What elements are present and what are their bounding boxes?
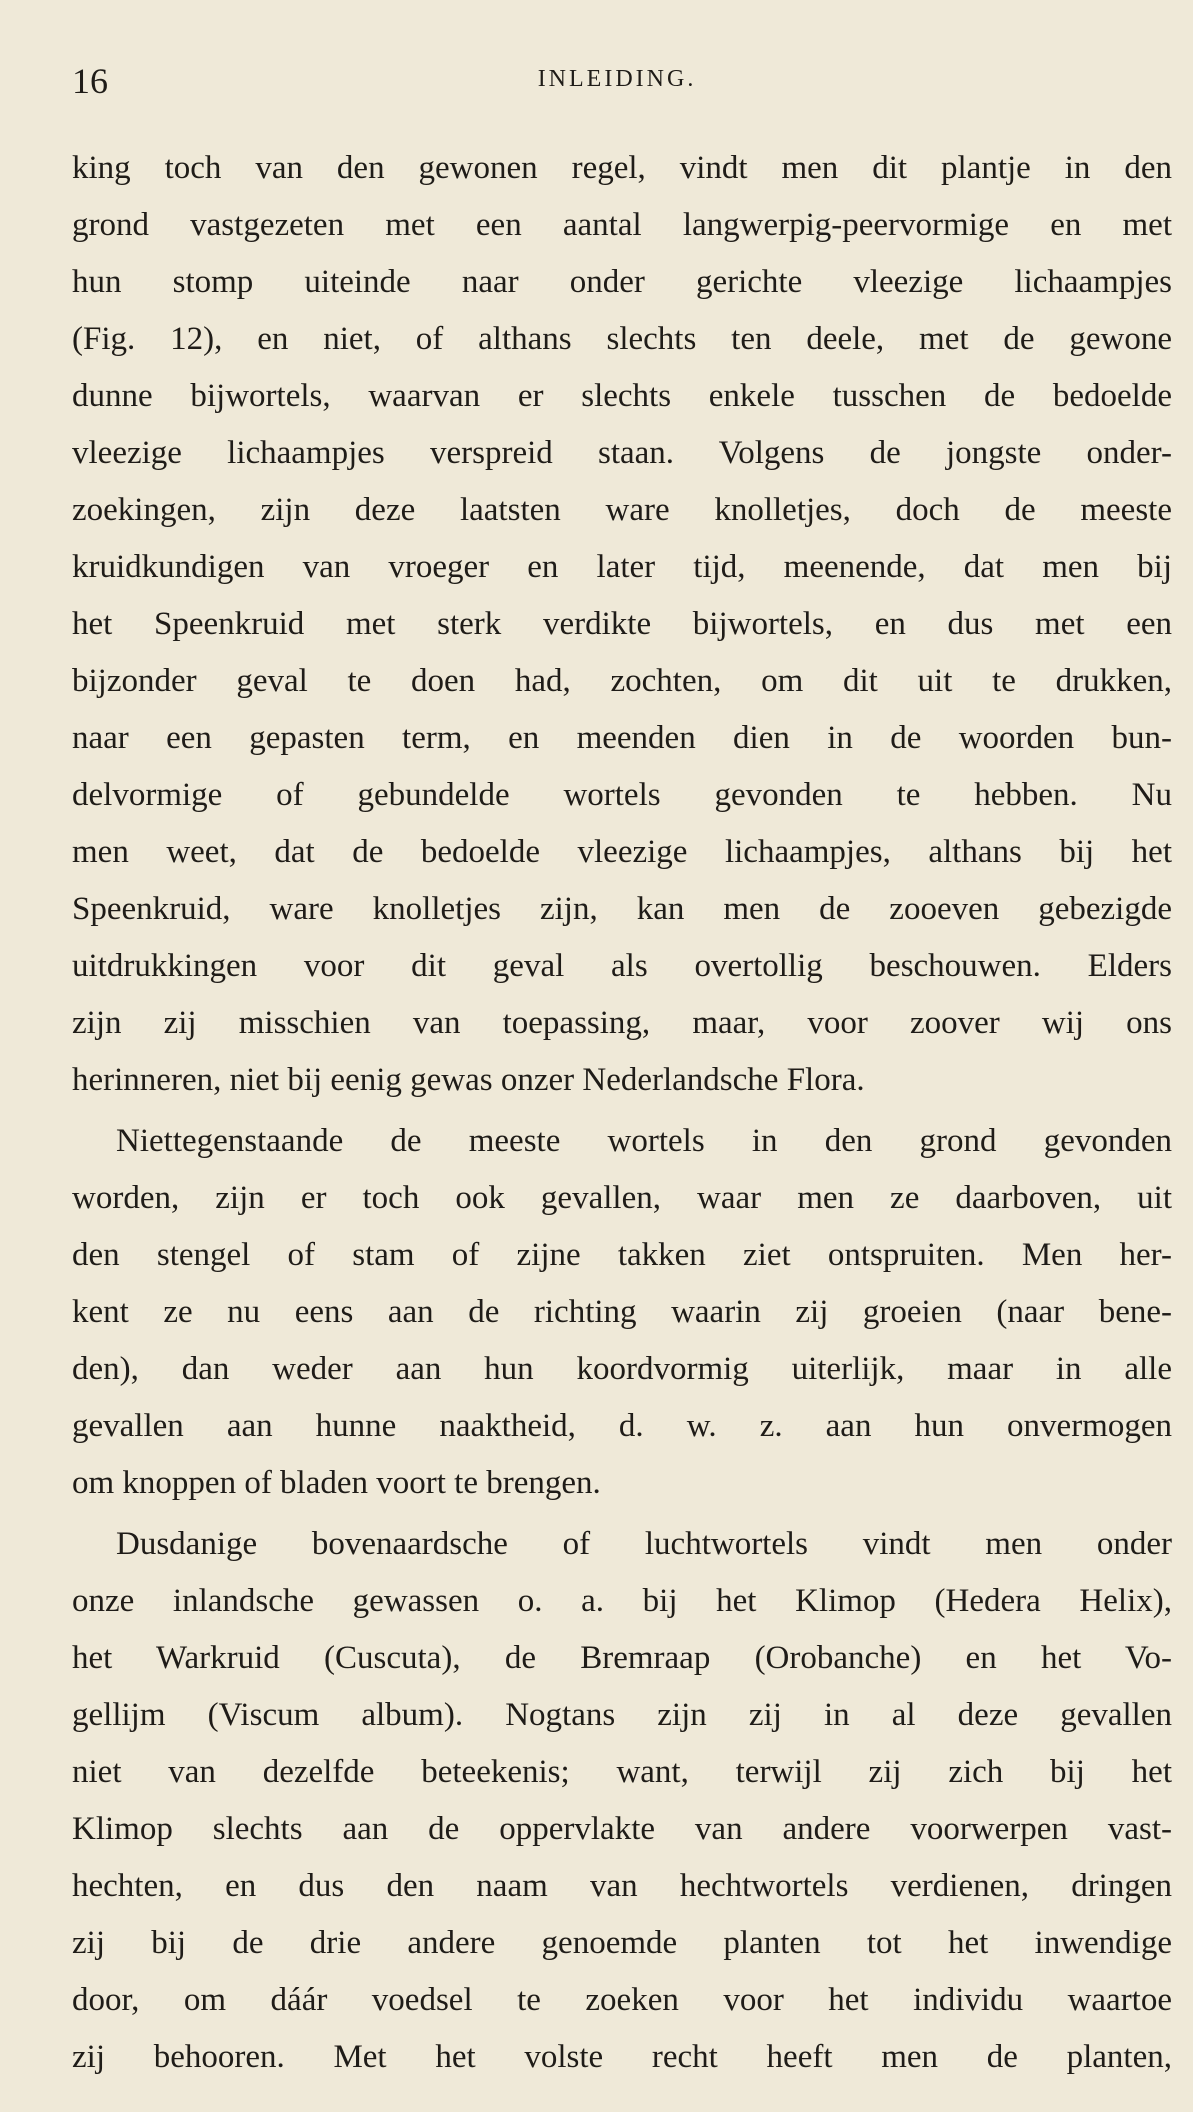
text-line: vleezige lichaampjes verspreid staan. Volgens de jongste onder- (72, 435, 1172, 471)
text-line: gevallen aan hunne naaktheid, d. w. z. aan hun onvermogen (72, 1408, 1172, 1444)
text-line: zij bij de drie andere genoemde planten tot het inwendige (72, 1925, 1172, 1961)
text-line: Niettegenstaande de meeste wortels in den grond gevonden (116, 1123, 1172, 1159)
text-line: kruidkundigen van vroeger en later tijd, meenende, dat men bij (72, 549, 1172, 585)
text-line: king toch van den gewonen regel, vindt men dit plantje in den (72, 150, 1172, 186)
text-line: uitdrukkingen voor dit geval als overtollig beschouwen. Elders (72, 948, 1172, 984)
text-line: grond vastgezeten met een aantal langwerpig-peervormige en met (72, 207, 1172, 243)
text-line: zij behooren. Met het volste recht heeft men de planten, (72, 2039, 1172, 2075)
text-line: (Fig. 12), en niet, of althans slechts ten deele, met de gewone (72, 321, 1172, 357)
text-line: niet van dezelfde beteekenis; want, terwijl zij zich bij het (72, 1754, 1172, 1790)
page-header (72, 60, 1162, 110)
text-line: den stengel of stam of zijne takken ziet ontspruiten. Men her- (72, 1237, 1172, 1273)
text-line: hechten, en dus den naam van hechtwortels verdienen, dringen (72, 1868, 1172, 1904)
text-line: onze inlandsche gewassen o. a. bij het Klimop (Hedera Helix), (72, 1583, 1172, 1619)
text-line: gellijm (Viscum album). Nogtans zijn zij in al deze gevallen (72, 1697, 1172, 1733)
text-line: Speenkruid, ware knolletjes zijn, kan men de zooeven gebezigde (72, 891, 1172, 927)
text-line: dunne bijwortels, waarvan er slechts enkele tusschen de bedoelde (72, 378, 1172, 414)
text-line: zoekingen, zijn deze laatsten ware knolletjes, doch de meeste (72, 492, 1172, 528)
text-line: den), dan weder aan hun koordvormig uiterlijk, maar in alle (72, 1351, 1172, 1387)
text-line: om knoppen of bladen voort te brengen. (72, 1465, 601, 1501)
text-line: hun stomp uiteinde naar onder gerichte vleezige lichaampjes (72, 264, 1172, 300)
text-line: het Warkruid (Cuscuta), de Bremraap (Orobanche) en het Vo- (72, 1640, 1172, 1676)
text-line: herinneren, niet bij eenig gewas onzer Nederlandsche Flora. (72, 1062, 865, 1098)
text-line: Dusdanige bovenaardsche of luchtwortels vindt men onder (116, 1526, 1172, 1562)
text-line: kent ze nu eens aan de richting waarin zij groeien (naar bene- (72, 1294, 1172, 1330)
text-line: Klimop slechts aan de oppervlakte van andere voorwerpen vast- (72, 1811, 1172, 1847)
text-line: door, om dáár voedsel te zoeken voor het individu waartoe (72, 1982, 1172, 2018)
text-line: delvormige of gebundelde wortels gevonden te hebben. Nu (72, 777, 1172, 813)
text-line: bijzonder geval te doen had, zochten, om dit uit te drukken, (72, 663, 1172, 699)
text-line: naar een gepasten term, en meenden dien in de woorden bun- (72, 720, 1172, 756)
text-line: men weet, dat de bedoelde vleezige lichaampjes, althans bij het (72, 834, 1172, 870)
text-line: worden, zijn er toch ook gevallen, waar men ze daarboven, uit (72, 1180, 1172, 1216)
running-head: INLEIDING. (537, 66, 697, 92)
page-number: 16 (72, 61, 108, 101)
body-text (72, 140, 1172, 2086)
text-line: zijn zij misschien van toepassing, maar, voor zoover wij ons (72, 1005, 1172, 1041)
text-line: het Speenkruid met sterk verdikte bijwortels, en dus met een (72, 606, 1172, 642)
